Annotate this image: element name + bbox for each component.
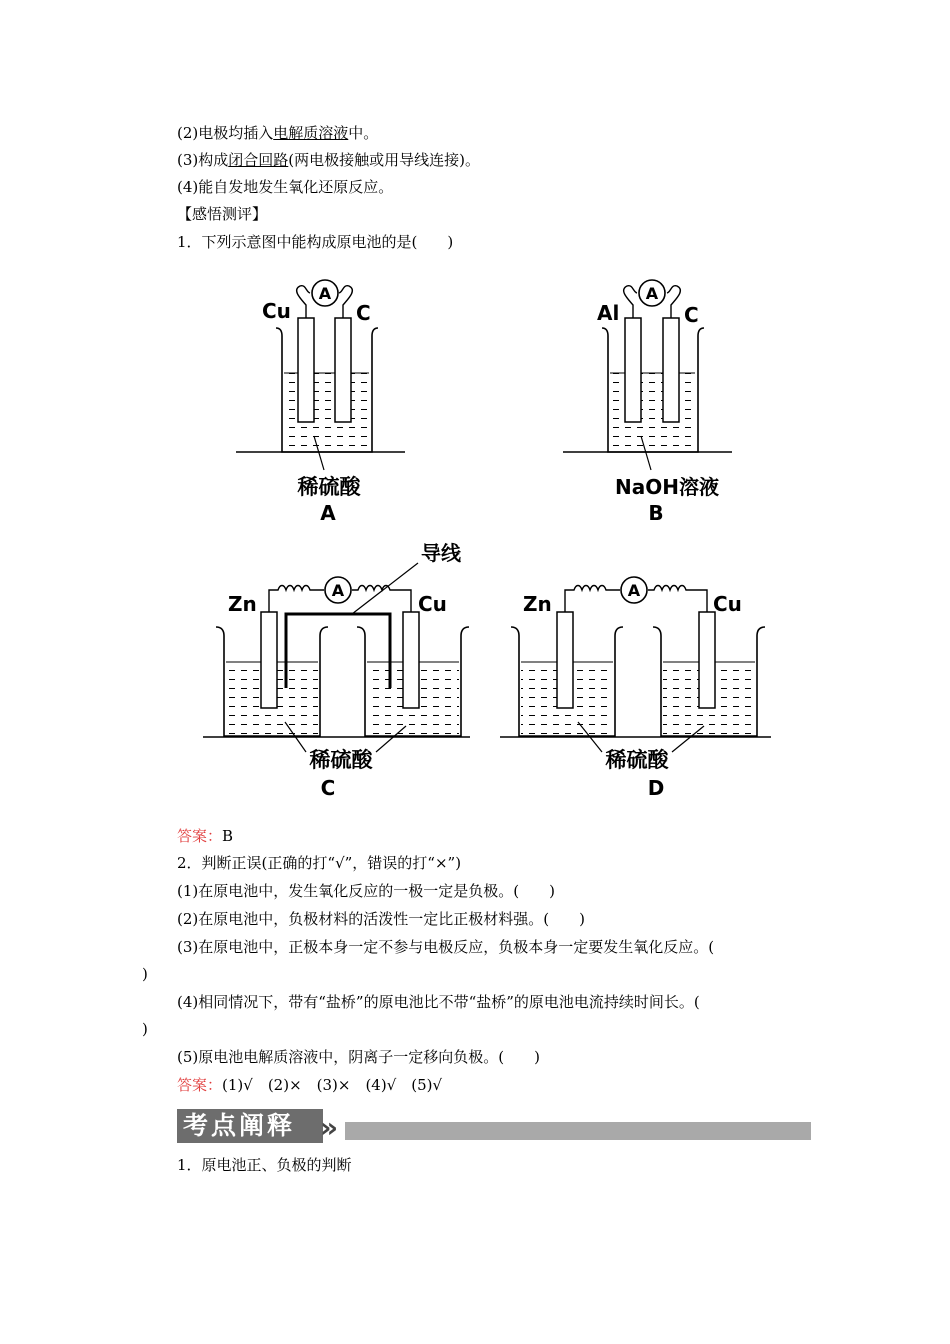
electrode-left-label: Zn bbox=[228, 592, 257, 616]
wire-right bbox=[339, 286, 352, 318]
answer-1 bbox=[177, 826, 233, 846]
electrode-right bbox=[699, 612, 715, 708]
electrode-left-label: Al bbox=[597, 301, 620, 325]
wire-right bbox=[667, 286, 680, 318]
item-2-post: 中。 bbox=[348, 124, 379, 142]
answer-label: 答案： bbox=[177, 1076, 223, 1094]
answer-value: B bbox=[222, 827, 234, 845]
solution-label: NaOH溶液 bbox=[615, 475, 719, 499]
chevron-icon: » bbox=[320, 1111, 339, 1144]
q2-item-5: (5)原电池电解质溶液中，阴离子一定移向负极。( ) bbox=[177, 1048, 540, 1066]
electrode-left bbox=[261, 612, 277, 708]
electrode-right bbox=[335, 318, 351, 422]
item-3-pre: (3)构成 bbox=[177, 151, 229, 169]
diagram-c bbox=[203, 541, 470, 800]
solution-label: 稀硫酸 bbox=[309, 748, 373, 772]
q2-item-3-close: ) bbox=[142, 965, 148, 983]
electrolyte-solution bbox=[284, 373, 369, 450]
diagram-tag: C bbox=[320, 776, 336, 800]
diagram-tag: B bbox=[648, 501, 664, 525]
question-1: 1．下列示意图中能构成原电池的是( ) bbox=[177, 233, 454, 251]
section-banner bbox=[177, 1109, 811, 1145]
electrode-left bbox=[625, 318, 641, 422]
electrode-left-label: Cu bbox=[262, 299, 291, 323]
wire-label: 导线 bbox=[421, 541, 461, 565]
electrode-left bbox=[557, 612, 573, 708]
item-3-post: (两电极接触或用导线连接)。 bbox=[288, 151, 480, 169]
q2-item-4-close: ) bbox=[142, 1020, 148, 1038]
coil-wire-right bbox=[648, 586, 707, 613]
coil-wire-right bbox=[352, 586, 411, 613]
q2-item-1: (1)在原电池中，发生氧化反应的一极一定是负极。( ) bbox=[177, 882, 555, 900]
item-3-underlined: 闭合回路 bbox=[228, 151, 289, 169]
diagram-d bbox=[500, 577, 771, 800]
banner-title: 考点阐释 bbox=[177, 1109, 323, 1143]
solution-label: 稀硫酸 bbox=[605, 748, 669, 772]
electrode-right-label: Cu bbox=[418, 592, 447, 616]
ammeter-label: A bbox=[318, 284, 332, 303]
ammeter-label: A bbox=[627, 581, 641, 600]
diagram-tag: D bbox=[647, 776, 665, 800]
wire-pointer bbox=[352, 563, 418, 614]
item-2-pre: (2)电极均插入 bbox=[177, 124, 274, 142]
question-2: 2．判断正误(正确的打“√”，错误的打“×”) bbox=[177, 854, 462, 872]
ammeter-label: A bbox=[331, 581, 345, 600]
answer-label: 答案： bbox=[177, 827, 223, 845]
electrode-right-label: Cu bbox=[713, 592, 742, 616]
coil-wire-left bbox=[565, 586, 620, 613]
diagram-a bbox=[236, 280, 405, 525]
ammeter-label: A bbox=[645, 284, 659, 303]
q2-item-4: (4)相同情况下，带有“盐桥”的原电池比不带“盐桥”的原电池电流持续时间长。( bbox=[177, 993, 700, 1011]
electrode-right bbox=[663, 318, 679, 422]
electrode-left bbox=[298, 318, 314, 422]
topic-1: 1．原电池正、负极的判断 bbox=[177, 1156, 352, 1174]
q2-item-3: (3)在原电池中，正极本身一定不参与电极反应，负极本身一定要发生氧化反应。( bbox=[177, 938, 715, 956]
electrode-right-label: C bbox=[356, 301, 371, 325]
coil-wire-left bbox=[269, 586, 324, 613]
diagram-tag: A bbox=[320, 501, 336, 525]
wire-left bbox=[297, 286, 310, 318]
item-2-underlined: 电解质溶液 bbox=[273, 124, 349, 142]
electrode-right-label: C bbox=[684, 303, 699, 327]
q2-item-2: (2)在原电池中，负极材料的活泼性一定比正极材料强。( ) bbox=[177, 910, 585, 928]
section-heading: 【感悟测评】 bbox=[177, 205, 268, 223]
diagram-b bbox=[563, 280, 732, 525]
solution-label: 稀硫酸 bbox=[297, 475, 361, 499]
electrode-right bbox=[403, 612, 419, 708]
answer-2 bbox=[177, 1075, 442, 1095]
wire-left bbox=[624, 286, 637, 318]
electrode-left-label: Zn bbox=[523, 592, 552, 616]
banner-bar bbox=[345, 1122, 811, 1140]
item-4: (4)能自发地发生氧化还原反应。 bbox=[177, 178, 394, 196]
electrolyte-solution bbox=[610, 373, 695, 450]
answer-value: (1)√ (2)× (3)× (4)√ (5)√ bbox=[222, 1076, 443, 1094]
